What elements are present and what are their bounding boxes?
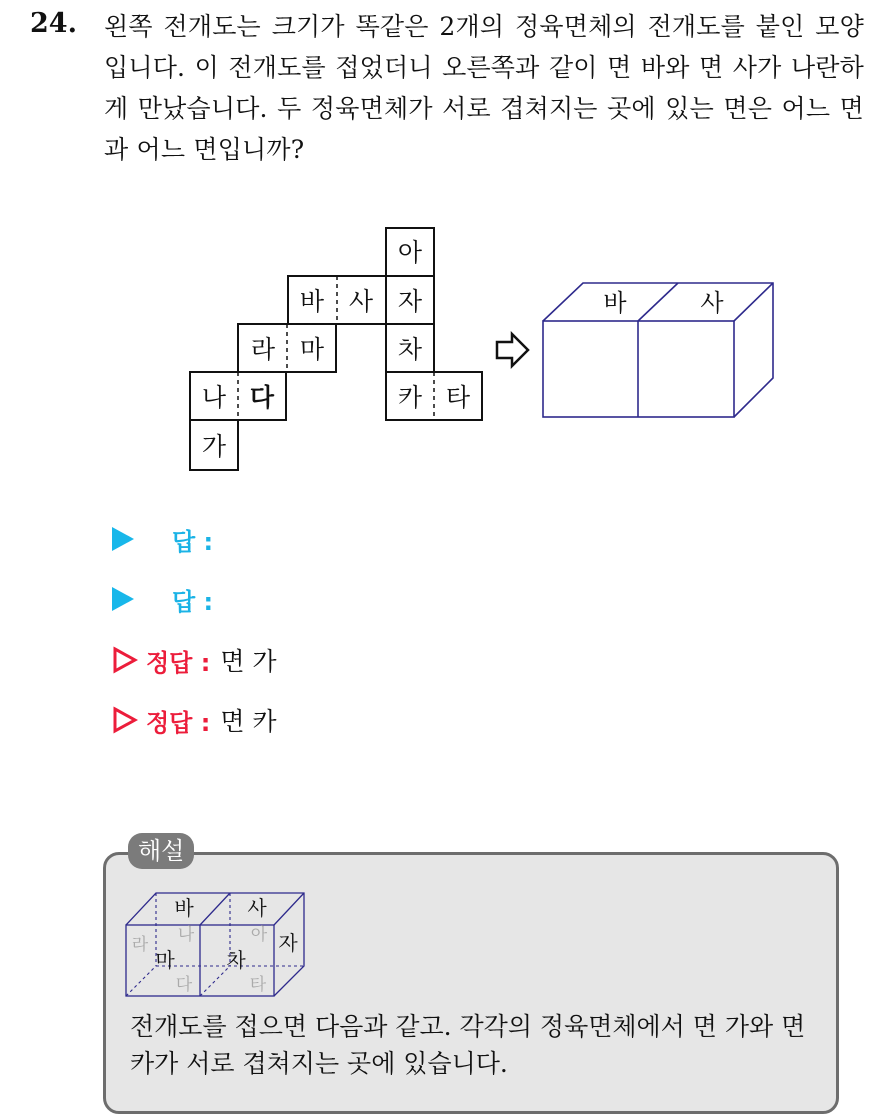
correct-answer-value: 면 가 [220, 647, 277, 676]
explain-label-a: 아 [250, 925, 268, 945]
explanation-text: 전개도를 접으면 다음과 같고. 각각의 정육면체에서 면 가와 면 카가 서로 겹쳐지는 곳에 있습니다. [130, 1012, 806, 1078]
net-label-ta: 타 [445, 383, 471, 412]
net-label-ma: 마 [299, 335, 325, 364]
explain-label-sa: 사 [247, 896, 267, 920]
net-label-ra: 라 [250, 335, 276, 364]
explain-label-cha: 차 [226, 948, 246, 972]
net-label-ka: 카 [397, 383, 423, 412]
net-label-ga: 가 [201, 432, 227, 461]
correct-answer-label: 정답 : [146, 648, 211, 677]
net-label-na: 나 [201, 383, 227, 412]
question-text: 왼쪽 전개도는 크기가 똑같은 2개의 정육면체의 전개도를 붙인 모양입니다. 이 전개도를 접었더니 오른쪽과 같이 면 바와 면 사가 나란하게 만났습니다. 두 정육면체가 서로 겹쳐지는 곳에 있는 면은 어느 면과 어느 면입니까? [104, 12, 864, 164]
cube-top-label-ba: 바 [603, 289, 627, 317]
explain-label-ra: 라 [131, 935, 149, 955]
net-label-a: 아 [397, 238, 423, 267]
explain-label-na: 나 [177, 925, 195, 945]
net-label-ba: 바 [299, 287, 325, 316]
net-label-ja: 자 [397, 287, 423, 316]
net-label-cha: 차 [397, 335, 423, 364]
answer-label: 답 : [172, 587, 214, 616]
explain-label-ja: 자 [278, 931, 298, 955]
net-label-da: 다 [249, 383, 275, 412]
explanation-tab: 해설 [128, 833, 194, 869]
correct-answer-label: 정답 : [146, 708, 211, 737]
explain-label-ma: 마 [155, 948, 175, 972]
answer-label: 답 : [172, 527, 214, 556]
correct-answer-value: 면 카 [220, 707, 277, 736]
net-label-sa: 사 [348, 287, 374, 316]
question-number: 24. [30, 8, 77, 39]
explain-label-ba: 바 [174, 896, 194, 920]
cube-top-label-sa: 사 [700, 289, 724, 317]
explain-label-da: 다 [175, 975, 193, 995]
explain-label-ta: 타 [249, 975, 267, 995]
